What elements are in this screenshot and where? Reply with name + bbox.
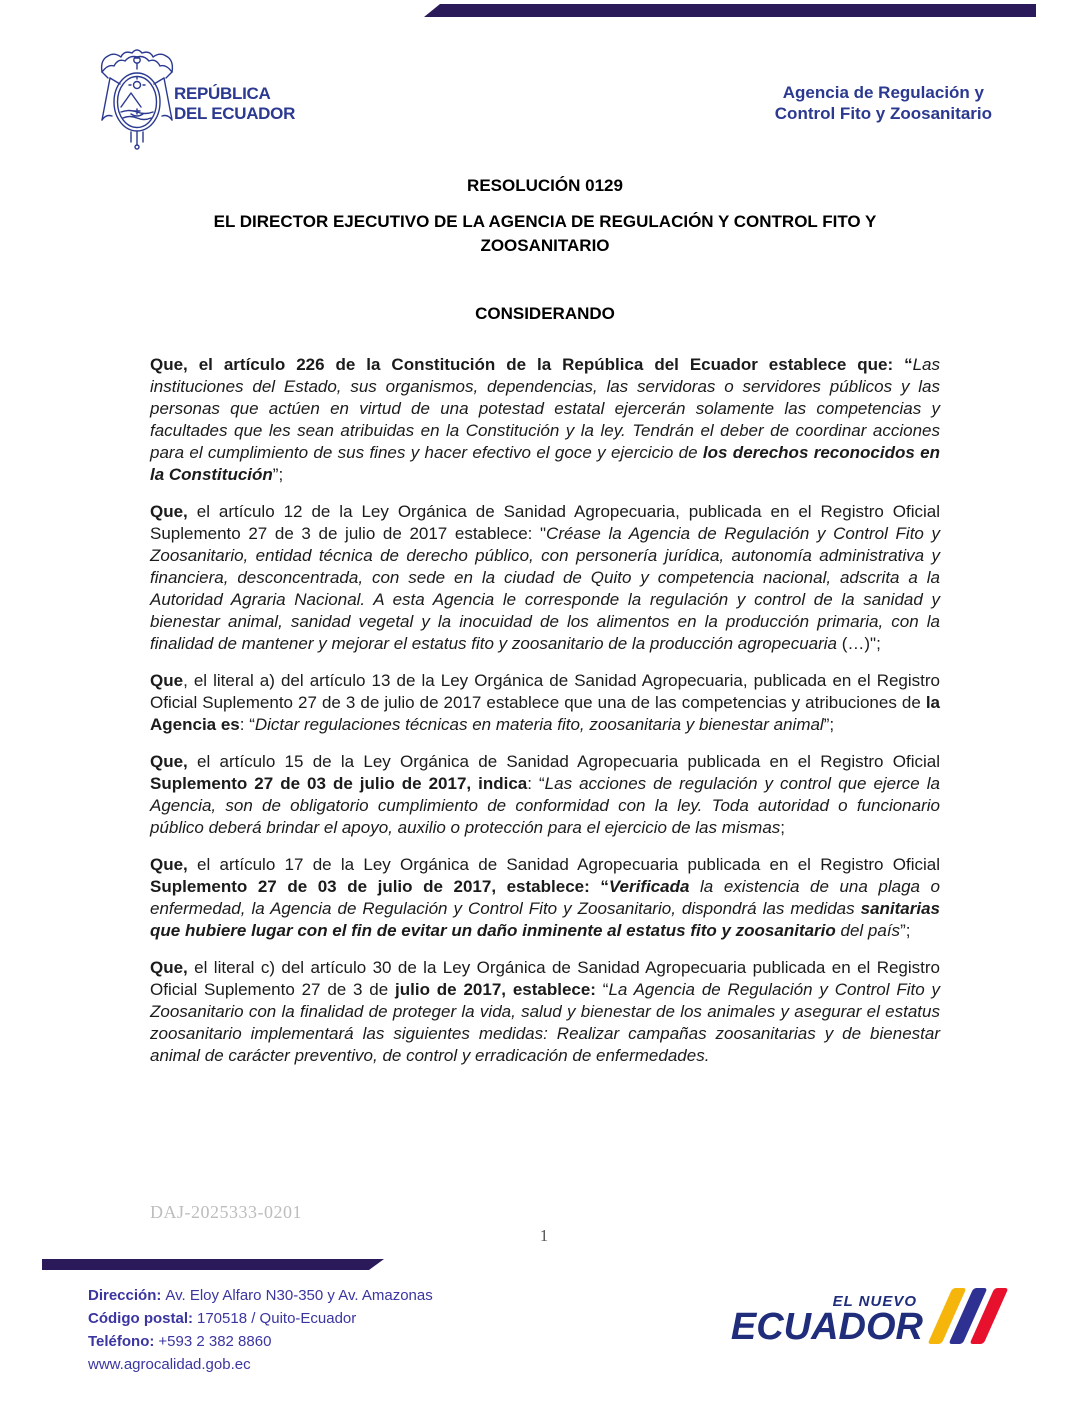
footer-postal-line	[88, 1307, 433, 1330]
ecuador-coat-of-arms-icon	[94, 44, 180, 150]
footer-phone-value: +593 2 382 8860	[158, 1333, 272, 1350]
document-subtitle-line1: EL DIRECTOR EJECUTIVO DE LA AGENCIA DE REGULACIÓN Y CONTROL FITO Y	[213, 212, 877, 231]
text-run: Dictar regulaciones técnicas en materia fito, zoosanitaria y bienestar animal	[254, 715, 824, 734]
body-paragraph	[150, 670, 940, 736]
agency-name-line2: Control Fito y Zoosanitario	[774, 104, 992, 123]
text-run: Las acciones de regulación y control que ejerce la Agencia, son de obligatorio cumplimiento de conformidad con la ley. Toda autoridad o funcionario público deberá brindar el apoyo, auxilio o protección para el ejercicio de las mismas	[150, 774, 940, 837]
emblem-caption-line2: DEL ECUADOR	[174, 104, 296, 123]
text-run: Que	[150, 671, 184, 690]
text-run: ”;	[823, 715, 835, 734]
text-run: Verificada	[608, 877, 690, 896]
footer-postal-value: 170518 / Quito-Ecuador	[197, 1310, 357, 1327]
body-paragraph	[150, 854, 940, 942]
document-title: RESOLUCIÓN 0129	[467, 176, 623, 195]
footer-accent-bar	[42, 1259, 384, 1270]
logo-el-nuevo-text: EL NUEVO	[832, 1293, 917, 1310]
text-run: “	[602, 980, 609, 999]
footer-phone-line	[88, 1330, 433, 1353]
text-run: (…)";	[837, 634, 881, 653]
footer-phone-label: Teléfono:	[88, 1333, 155, 1350]
section-heading-considerando: CONSIDERANDO	[475, 304, 615, 323]
logo-ecuador-text: ECUADOR	[730, 1306, 923, 1348]
text-run: , el literal a) del artículo 13 de la Ley Orgánica de Sanidad Agropecuaria, publicada en el Registro Oficial Suplemento 27 de 3 de julio de 2017 establece que una de las competencias y atribuciones de	[150, 671, 940, 712]
agency-name	[775, 82, 992, 124]
document-reference-watermark: DAJ-2025333-0201	[150, 1202, 302, 1222]
emblem-caption-line1: REPÚBLICA	[174, 84, 271, 103]
text-run: Que,	[150, 502, 188, 521]
emblem-caption	[174, 84, 295, 124]
text-run: julio de 2017, establece:	[395, 980, 603, 999]
text-run: Que, el artículo 226 de la Constitución de la República del Ecuador establece que: “	[150, 355, 913, 374]
text-run: sanitarias que hubiere lugar con el fin de evitar un daño inminente al estatus fito y zoosanitario	[150, 899, 940, 940]
text-run: Créase la Agencia de Regulación y Control Fito y Zoosanitario, entidad técnica de derecho público, con personería jurídica, autonomía administrativa y financiera, desconcentrada, con sede en la ciudad de Quito y competencia nacional, adscrita a la Autoridad Agraria Nacional. A esta Agencia le corresponde la regulación y control de la sanidad y bienestar animal, sanidad vegetal y la inocuidad de los alimentos en la producción primaria, con la finalidad de mantener y mejorar el estatus fito y zoosanitario de la producción agropecuaria	[150, 524, 940, 653]
text-run: el artículo 17 de la Ley Orgánica de Sanidad Agropecuaria publicada en el Registro Oficial	[187, 855, 940, 874]
body-paragraph	[150, 501, 940, 655]
text-run: los derechos reconocidos en la Constitución	[150, 443, 940, 484]
document-subtitle-line2: ZOOSANITARIO	[480, 236, 610, 255]
text-run: : “	[239, 715, 255, 734]
text-run: Las instituciones del Estado, sus organismos, dependencias, las servidoras o servidores públicos y las personas que actúen en virtud de una potestad estatal ejercerán solamente las competencias y facultades que les sean atribuidas en la Constitución y la ley. Tendrán el deber de coordinar acciones para el cumplimiento de sus fines y hacer efectivo el goce y ejercicio de	[150, 355, 940, 462]
header-accent-bar	[424, 4, 1036, 17]
text-run: la existencia de una plaga o enfermedad, la Agencia de Regulación y Control Fito y Zoosanitario, dispondrá las medidas	[150, 877, 940, 918]
text-run: Suplemento 27 de 03 de julio de 2017, establece: “	[150, 877, 609, 896]
page-number: 1	[539, 1226, 549, 1245]
flag-stripes-icon	[933, 1288, 996, 1344]
text-run: la Agencia es	[150, 693, 940, 734]
text-run: del país	[840, 921, 901, 940]
footer-postal-label: Código postal:	[88, 1310, 193, 1327]
text-run: Que,	[150, 855, 188, 874]
el-nuevo-ecuador-wordmark	[730, 1293, 923, 1348]
document-subtitle	[150, 210, 940, 258]
text-run: el artículo 12 de la Ley Orgánica de Sanidad Agropecuaria, publicada en el Registro Oficial Suplemento 27 de 3 de julio de 2017 establece: "	[150, 502, 940, 543]
footer-address-label: Dirección:	[88, 1287, 162, 1304]
text-run: ”;	[272, 465, 284, 484]
footer-address-line	[88, 1284, 433, 1307]
text-run: ”;	[900, 921, 911, 940]
text-run: La Agencia de Regulación y Control Fito y Zoosanitario con la finalidad de proteger la vida, salud y bienestar de los animales y asegurar el estatus zoosanitario implementará las siguientes medidas: Realizar campañas zoosanitarias y de bienestar animal de carácter preventivo, de control y erradicación de enfermedades.	[150, 980, 941, 1065]
text-run: Que,	[150, 752, 188, 771]
text-run: : “	[527, 774, 545, 793]
document-body	[150, 176, 940, 1082]
agency-name-line1: Agencia de Regulación y	[782, 83, 984, 102]
text-run: el artículo 15 de la Ley Orgánica de Sanidad Agropecuaria publicada en el Registro Oficial	[187, 752, 940, 771]
footer-website: www.agrocalidad.gob.ec	[88, 1356, 251, 1373]
text-run: ;	[780, 818, 786, 837]
body-paragraph	[150, 957, 940, 1067]
text-run: Que,	[150, 958, 188, 977]
body-paragraph	[150, 354, 940, 486]
text-run: el literal c) del artículo 30 de la Ley Orgánica de Sanidad Agropecuaria publicada en el Registro Oficial Suplemento 27 de 3 de	[150, 958, 940, 999]
footer-address-value: Av. Eloy Alfaro N30-350 y Av. Amazonas	[165, 1287, 433, 1304]
footer-contact-info	[88, 1284, 433, 1376]
text-run: Suplemento 27 de 03 de julio de 2017, indica	[150, 774, 528, 793]
body-paragraph	[150, 751, 940, 839]
paragraph-list	[150, 354, 940, 1067]
el-nuevo-ecuador-logo	[730, 1288, 996, 1348]
